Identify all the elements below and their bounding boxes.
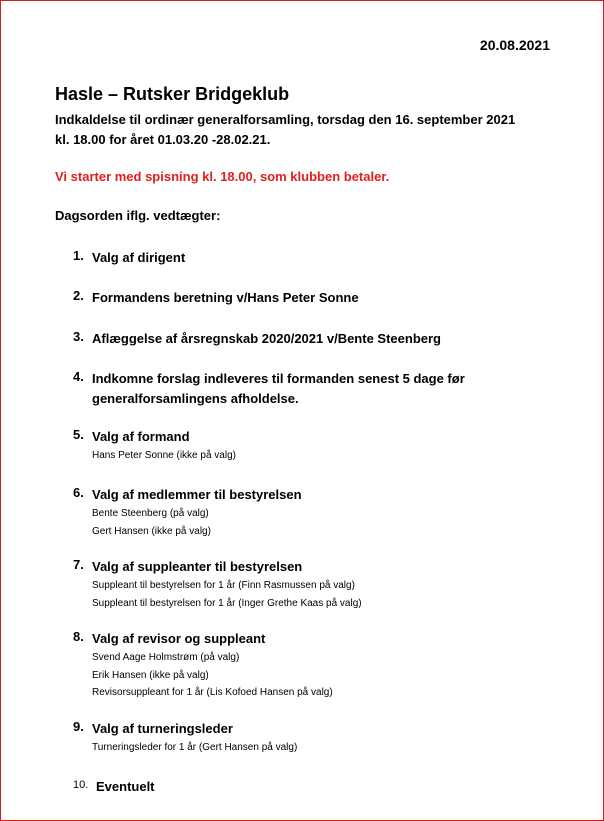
agenda-item-label: Eventuelt <box>96 779 155 794</box>
agenda-item-label: Aflæggelse af årsregnskab 2020/2021 v/Bente Steenberg <box>92 331 441 346</box>
agenda-item-label: Valg af medlemmer til bestyrelsen <box>92 487 302 502</box>
agenda-item-detail: Bente Steenberg (på valg) <box>92 508 209 519</box>
agenda-item-detail: Suppleant til bestyrelsen for 1 år (Finn Rasmussen på valg) <box>92 580 355 591</box>
agenda-item-number: 3. <box>73 329 84 344</box>
agenda-item-number: 5. <box>73 427 84 442</box>
agenda-item-label-continued: generalforsamlingens afholdelse. <box>92 391 299 406</box>
agenda-item-label: Valg af turneringsleder <box>92 721 233 736</box>
agenda-item-label: Valg af formand <box>92 429 190 444</box>
agenda-item-label: Valg af suppleanter til bestyrelsen <box>92 559 303 574</box>
agenda-item-detail: Suppleant til bestyrelsen for 1 år (Inger Grethe Kaas på valg) <box>92 597 362 609</box>
agenda-item-detail: Turneringsleder for 1 år (Gert Hansen på valg) <box>92 742 298 753</box>
agenda-item-number: 4. <box>73 369 84 384</box>
invitation-line-1: Indkaldelse til ordinær generalforsamling, torsdag den 16. september 2021 <box>55 112 516 127</box>
agenda-heading: Dagsorden iflg. vedtægter: <box>55 208 221 223</box>
agenda-item-detail: Hans Peter Sonne (ikke på valg) <box>92 450 236 461</box>
document-date: 20.08.2021 <box>479 37 550 53</box>
agenda-item-label: Valg af dirigent <box>92 250 186 265</box>
agenda-item-number: 10. <box>73 779 89 791</box>
agenda-item-label: Valg af revisor og suppleant <box>92 631 266 646</box>
invitation-line-2: kl. 18.00 for året 01.03.20 -28.02.21. <box>55 132 271 147</box>
agenda-item-number: 9. <box>73 719 84 734</box>
agenda-item-number: 7. <box>73 557 84 572</box>
agenda-item-label: Formandens beretning v/Hans Peter Sonne <box>92 290 359 305</box>
agenda-item-number: 8. <box>73 629 84 644</box>
agenda-item-label: Indkomne forslag indleveres til formanden senest 5 dage før <box>92 371 465 386</box>
club-title: Hasle – Rutsker Bridgeklub <box>55 84 290 104</box>
agenda-item-detail: Revisorsuppleant for 1 år (Lis Kofoed Hansen på valg) <box>92 687 333 698</box>
agenda-item-detail: Gert Hansen (ikke på valg) <box>92 525 211 537</box>
agenda-item-detail: Erik Hansen (ikke på valg) <box>92 669 209 681</box>
agenda-item-detail: Svend Aage Holmstrøm (på valg) <box>92 652 240 663</box>
agenda-item-number: 2. <box>73 288 84 303</box>
dinner-notice: Vi starter med spisning kl. 18.00, som klubben betaler. <box>55 169 390 184</box>
agenda-item-number: 6. <box>73 485 84 500</box>
agenda-item-number: 1. <box>73 248 84 263</box>
